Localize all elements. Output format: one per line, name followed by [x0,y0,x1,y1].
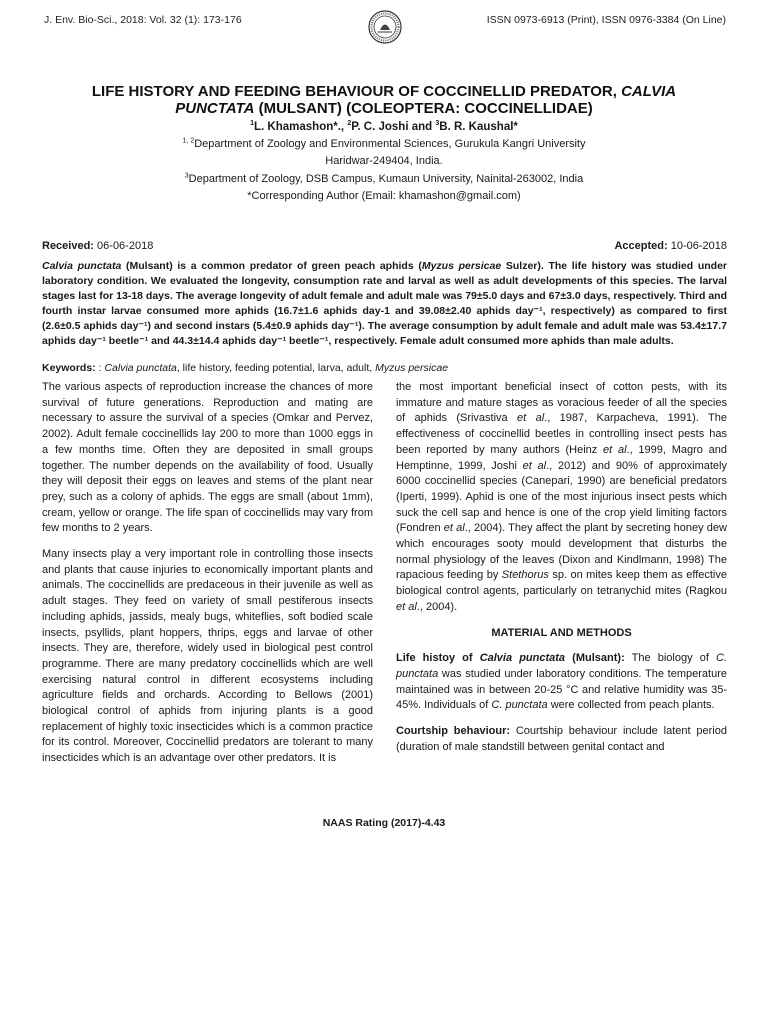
accepted-date: Accepted: 10-06-2018 [614,240,727,252]
left-column [42,380,373,777]
paragraph: the most important beneficial insect of cotton pests, with its immature and mature stages as voracious feeder of all the species of aphids (Srivastiva et al., 1987, Karpacheva, 1991). The effectiveness of coccinellid beetles in controlling insect pests has been reported by many authors (Heinz et al., 1999, Magro and Hemptinne, 1999, Joshi et al., 2012) and 90% of approximately 6000 coccinellid species (Canepari, 1990) are beneficial predators (Iperti, 1999). Aphid is one of the most injurious insect pests which suck the cell sap and hence is one of the crop yield limiting factors (Fondren et al., 2004). They affect the plant by secreting honey dew which encourages sooty mould development that disturbs the normal physiology of the leaves (Dixon and Kindlmann, 1998) The rapacious feeding by Stethorus sp. on mites keep them as effective biological control agents, particularly on tetranychid mites (Ragkou et al., 2004). [396,381,727,613]
naas-rating: NAAS Rating (2017)-4.43 [322,817,446,829]
paragraph: Life histoy of Calvia punctata (Mulsant): The biology of C. punctata was studied under laboratory conditions. The temperature maintained was in between 20-25 °C and relative humidity was 35-45%. Individuals of C. punctata were collected from peach plants. [396,652,727,712]
society-seal-icon [368,10,402,44]
paper-title: LIFE HISTORY AND FEEDING BEHAVIOUR OF COCCINELLID PREDATOR, CALVIA PUNCTATA (MULSANT) (COLEOPTERA: COCCINELLIDAE) [91,83,677,117]
corresponding-author: *Corresponding Author (Email: khamashon@gmail.com) [247,190,521,202]
affiliation-1-city: Haridwar-249404, India. [325,155,443,167]
paragraph: The various aspects of reproduction increase the chances of more survival of future generations. Reproduction and mating are necessary to assure the survival of a species (Omkar and Pervez, 2002). Adult female coccinellids lay 200 to more than 1000 eggs in a few months time. Often they are deposited in small groups together. The number depends on the availability of food. Usually they will deposit their eggs on leaves and stems of the plant near prey, such as a colony of aphids. The eggs are small (about 1mm), cream, yellow or orange. The life span of coccinellids may vary from few months to 2 years. [42,381,373,535]
paragraph: Courtship behaviour: Courtship behaviour include latent period (duration of male standstill between genital contact and [396,725,727,753]
issn-line: ISSN 0973-6913 (Print), ISSN 0976-3384 (On Line) [486,14,726,26]
abstract: Calvia punctata (Mulsant) is a common predator of green peach aphids (Myzus persicae Sulzer). The life history was studied under laboratory condition. We evaluated the longevity, consumption rate and larval as well as adult developments of this species. The larval stages last for 13-18 days. The average longevity of adult female and adult male was 79±5.0 days and 67±3.0 days, respectively. Third and fourth instar larvae consumed more aphids (16.7±1.6 aphids day-1 and 39.08±2.40 aphids day⁻¹, respectively) as compared to first (2.6±0.5 aphids day⁻¹) and second instars (5.4±0.9 aphids day⁻¹). The average consumption by adult female and adult male was 53.4±17.7 aphids day⁻¹ beetle⁻¹ and 44.3±14.4 aphids day⁻¹ beetle⁻¹, respectively. Female adult consumed more aphids than male adults. [42,260,727,347]
keywords: Keywords: : Calvia punctata, life history, feeding potential, larva, adult, Myzus persicae [42,362,449,374]
journal-citation: J. Env. Bio-Sci., 2018: Vol. 32 (1): 173-176 [44,14,242,26]
author-list: $^1$L. Khamashon*., $^2$P. C. Joshi and $^3$B. R. Kaushal* [250,120,518,133]
affiliation-1: $^{1, 2}$Department of Zoology and Environmental Sciences, Gurukula Kangri University [182,137,586,150]
paragraph: Many insects play a very important role in controlling those insects and plants that cause injuries to economically important plants and animals. The coccinellids are predaceous in their juvenile as well as adult stages. They feed on variety of small pestiferous insects including aphids, jassids, mealy bugs, whiteflies, soft bodied scale insects, psyllids, plant hoppers, thrips, eggs and larvae of other insects. They are, therefore, widely used in biological pest control programme. There are many predatory coccinellids which are well exercising natural control in different ecosystems including agriculture fields and orchards. According to Bellows (2001) biological control of aphids from injuring plants is a good replacement of highly toxic insecticides which is a common practice for its control. Moreover, Coccinellid predators are tolerant to many insecticides which is an advantage over other predators. It is [42,548,373,765]
received-date: Received: 06-06-2018 [42,240,154,252]
section-heading: MATERIAL AND METHODS [491,626,632,639]
right-column [396,380,727,765]
affiliation-3: $^3$Department of Zoology, DSB Campus, Kumaun University, Nainital-263002, India [184,172,584,185]
